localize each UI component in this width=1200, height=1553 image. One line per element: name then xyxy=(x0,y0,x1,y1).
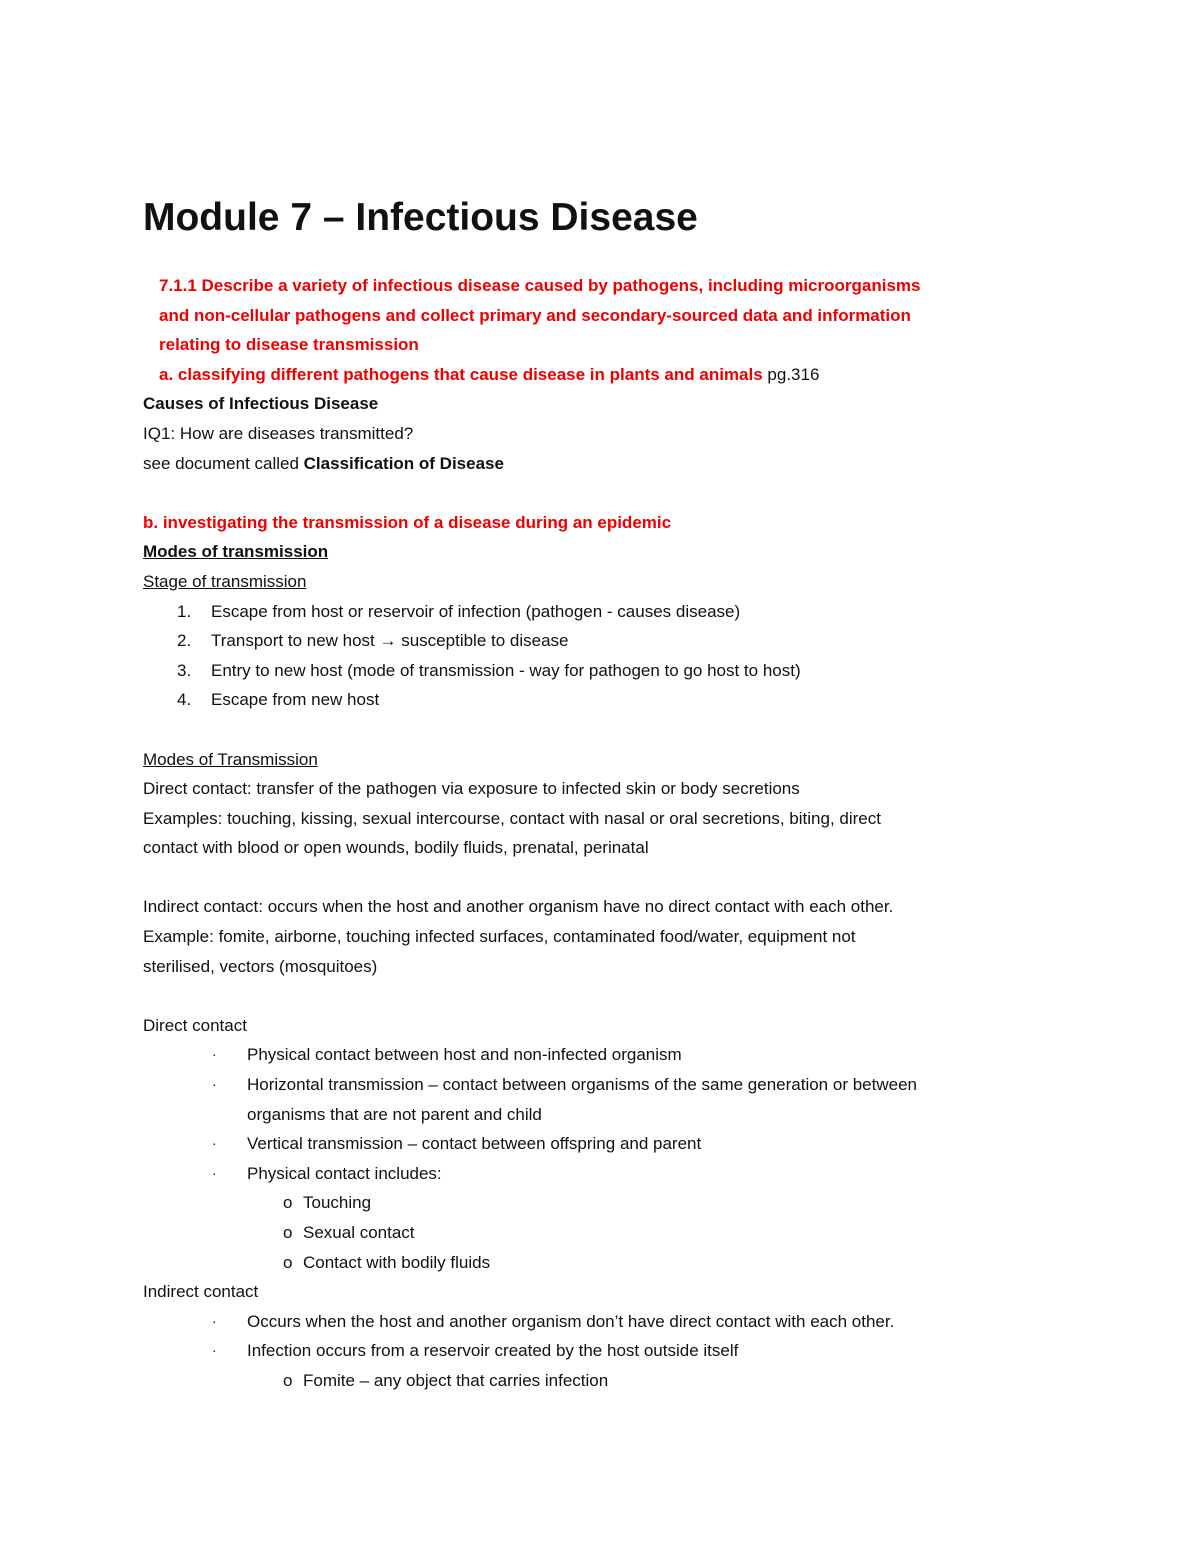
list-number: 3. xyxy=(177,660,192,680)
spacer xyxy=(143,981,1063,1011)
sub-bullet-text: Contact with bodily fluids xyxy=(303,1252,491,1272)
inquiry-question: IQ1: How are diseases transmitted? xyxy=(143,423,414,443)
section-b-heading: b. investigating the transmission of a disease during an epidemic xyxy=(143,512,672,532)
sub-bullet-item xyxy=(143,1366,1063,1396)
outcome-line-3: relating to disease transmission xyxy=(159,335,419,355)
bullet-icon: · xyxy=(212,1135,217,1152)
list-text: Transport to new host → susceptible to disease xyxy=(211,631,569,651)
direct-contact-heading: Direct contact xyxy=(143,1015,247,1035)
bullet-text: Physical contact includes: xyxy=(247,1163,442,1183)
outcome-line-1: 7.1.1 Describe a variety of infectious disease caused by pathogens, including microorganisms xyxy=(159,276,921,295)
bullet-item xyxy=(143,1159,1063,1189)
page-ref: pg.316 xyxy=(762,364,820,384)
bullet-item xyxy=(143,1040,1063,1070)
bullet-text: Horizontal transmission – contact between organisms of the same generation or between xyxy=(247,1075,917,1095)
bullet-text: Occurs when the host and another organism don’t have direct contact with each other. xyxy=(247,1311,895,1331)
outcome-a: a. classifying different pathogens that cause disease in plants and animals xyxy=(159,364,763,384)
bullet-icon: · xyxy=(212,1342,217,1359)
see-prefix: see document called xyxy=(143,453,304,473)
list-item xyxy=(143,597,1063,627)
sub-bullet-item xyxy=(143,1248,1063,1278)
sub-bullet-icon: o xyxy=(283,1223,293,1242)
bullet-text: Vertical transmission – contact between offspring and parent xyxy=(247,1134,702,1154)
document-body xyxy=(143,271,1063,1396)
bullet-text: Physical contact between host and non-infected organism xyxy=(247,1045,682,1065)
sub-bullet-text: Sexual contact xyxy=(303,1223,415,1242)
indirect-examples-2: sterilised, vectors (mosquitoes) xyxy=(143,956,378,976)
sub-bullet-text: Touching xyxy=(303,1193,372,1213)
indirect-examples-1: Example: fomite, airborne, touching infected surfaces, contaminated food/water, equipment not xyxy=(143,927,856,947)
indirect-contact-heading: Indirect contact xyxy=(143,1282,259,1302)
bullet-text: Infection occurs from a reservoir created by the host outside itself xyxy=(247,1341,739,1361)
list-number: 2. xyxy=(177,631,192,651)
bullet-continuation xyxy=(143,1100,1063,1130)
list-text: Entry to new host (mode of transmission - way for pathogen to go host to host) xyxy=(211,660,801,680)
outcome-line-4 xyxy=(143,360,1063,390)
bullet-icon: · xyxy=(212,1046,217,1063)
sub-bullet-item xyxy=(143,1218,1063,1248)
direct-contact-definition: Direct contact: transfer of the pathogen via exposure to infected skin or body secretions xyxy=(143,779,800,799)
list-number: 4. xyxy=(177,690,192,710)
causes-heading: Causes of Infectious Disease xyxy=(143,394,379,414)
bullet-text: organisms that are not parent and child xyxy=(247,1104,542,1124)
page-title: Module 7 – Infectious Disease xyxy=(143,196,698,239)
sub-bullet-item xyxy=(143,1188,1063,1218)
bullet-item xyxy=(143,1307,1063,1337)
doc-link: Classification of Disease xyxy=(303,453,504,473)
bullet-icon: · xyxy=(212,1312,217,1329)
list-text: Escape from new host xyxy=(211,690,380,710)
bullet-item xyxy=(143,1070,1063,1100)
bullet-item xyxy=(143,1129,1063,1159)
spacer xyxy=(143,715,1063,745)
spacer xyxy=(143,478,1063,508)
modes-heading: Modes of transmission xyxy=(143,542,329,562)
sub-bullet-icon: o xyxy=(283,1252,293,1272)
direct-examples-2: contact with blood or open wounds, bodily fluids, prenatal, perinatal xyxy=(143,838,649,858)
stage-heading: Stage of transmission xyxy=(143,571,307,591)
indirect-contact-definition: Indirect contact: occurs when the host and another organism have no direct contact with each other. xyxy=(143,897,894,917)
list-item xyxy=(143,656,1063,686)
bullet-item xyxy=(143,1336,1063,1366)
sub-bullet-icon: o xyxy=(283,1193,293,1213)
bullet-icon: · xyxy=(212,1164,217,1181)
modes-of-transmission-heading: Modes of Transmission xyxy=(143,749,318,769)
sub-bullet-text: Fomite – any object that carries infection xyxy=(303,1370,609,1390)
list-text: Escape from host or reservoir of infection (pathogen - causes disease) xyxy=(211,601,741,621)
spacer xyxy=(143,863,1063,893)
sub-bullet-icon: o xyxy=(283,1370,293,1390)
bullet-icon: · xyxy=(212,1076,217,1093)
list-item xyxy=(143,626,1063,656)
list-number: 1. xyxy=(177,601,192,621)
outcome-line-2: and non-cellular pathogens and collect primary and secondary-sourced data and information xyxy=(159,305,911,325)
list-item xyxy=(143,685,1063,715)
direct-examples-1: Examples: touching, kissing, sexual intercourse, contact with nasal or oral secretions, biting, direct xyxy=(143,808,881,828)
see-document xyxy=(143,449,1063,479)
